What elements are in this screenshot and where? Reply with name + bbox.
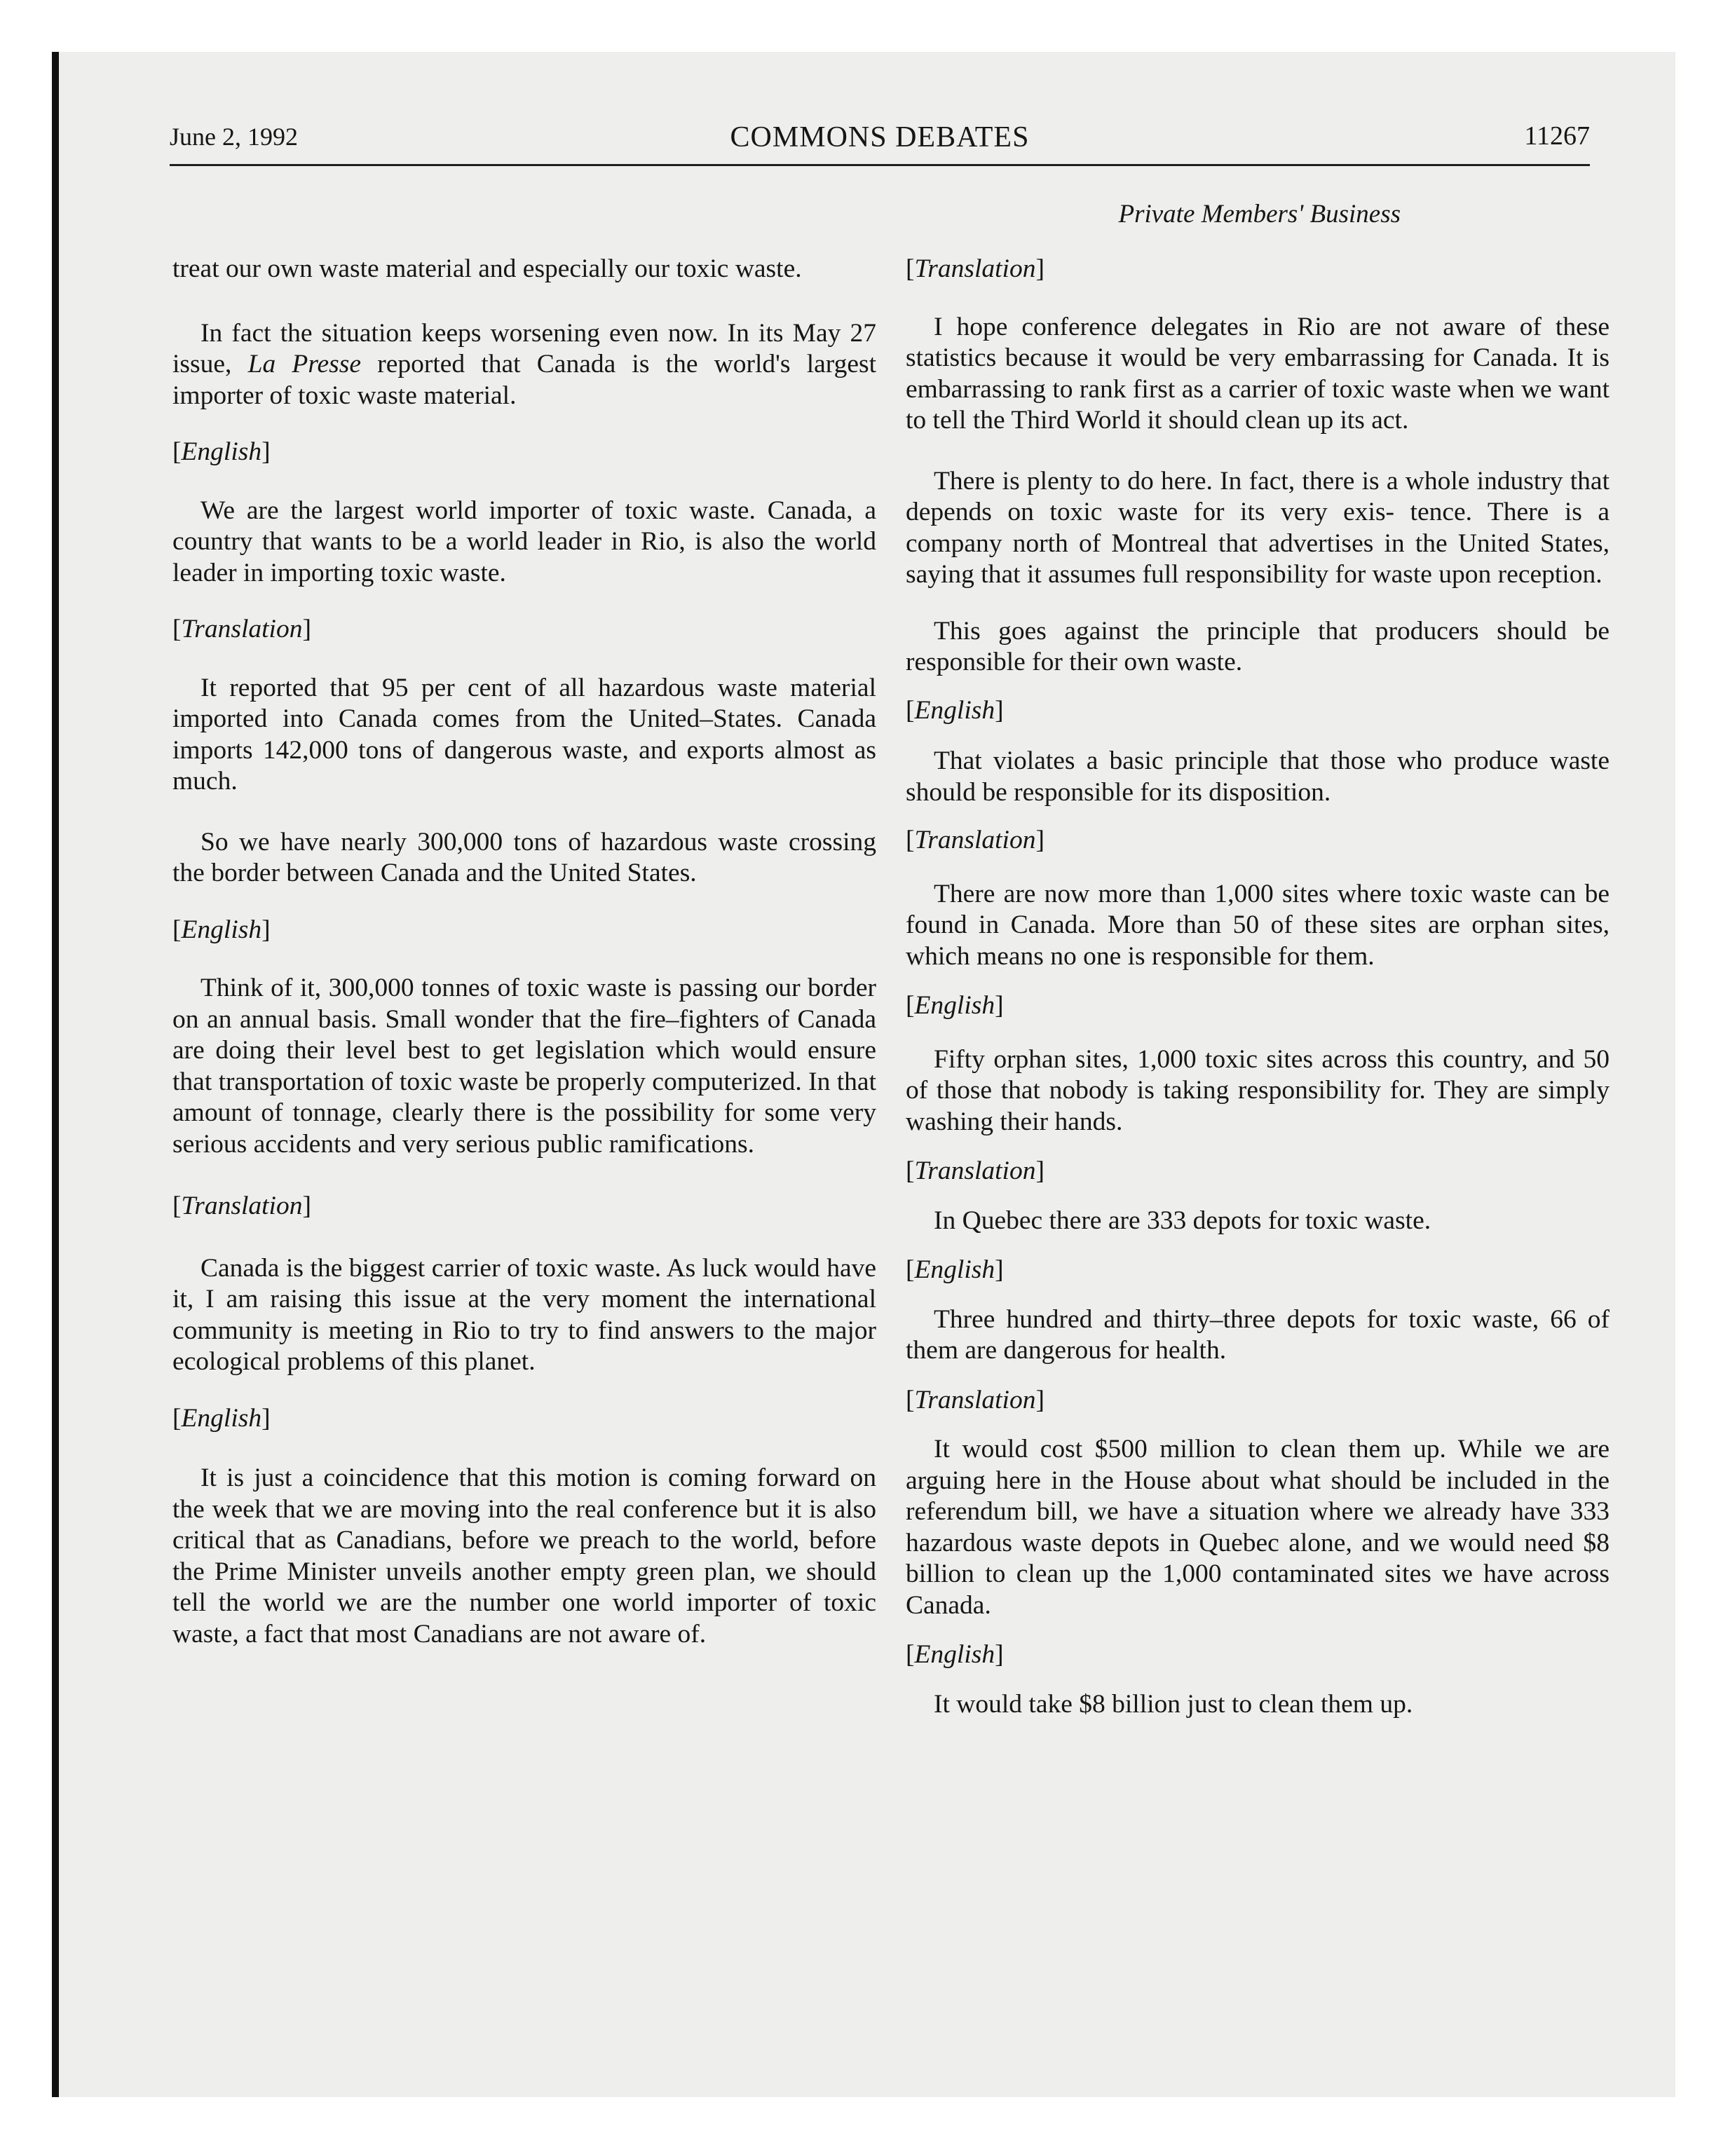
paragraph: That violates a basic principle that those who produce waste should be responsible for its disposition. <box>906 746 1610 807</box>
language-tag: [English] <box>172 915 271 944</box>
page-number: 11267 <box>1524 121 1590 151</box>
language-tag: [English] <box>172 437 271 466</box>
paragraph: It would cost $500 million to clean them up. While we are arguing here in the House about what should be included in the referendum bill, we have a situation where we already have 333 hazardous waste depots in Quebec alone, and we would need $8 billion to clean up the 1,000 contaminated sites we have across Canada. <box>906 1435 1610 1620</box>
paragraph: We are the largest world importer of toxic waste. Canada, a country that wants to be a world leader in Rio, is also the world leader in importing toxic waste. <box>172 496 876 587</box>
left-column <box>172 254 876 1650</box>
language-tag: [Translation] <box>906 1385 1045 1414</box>
paragraph: In fact the situation keeps worsening even now. In its May 27 issue, La Presse reported that Canada is the world's largest importer of toxic waste material. <box>172 318 876 410</box>
paragraph: This goes against the principle that producers should be responsible for their own waste. <box>906 616 1610 676</box>
paragraph: Think of it, 300,000 tonnes of toxic waste is passing our border on an annual basis. Small wonder that the fire–fighters of Canada are doing their level best to get legislation which would ensure that transportation of toxic waste be properly computerized. In that amount of tonnage, clearly there is the possibility for some very serious accidents and very serious public ramifications. <box>172 974 876 1159</box>
language-tag: [Translation] <box>906 1157 1045 1185</box>
language-tag: [English] <box>906 1640 1004 1669</box>
page-binding-edge <box>52 52 59 2097</box>
paragraph: There is plenty to do here. In fact, there is a whole industry that depends on toxic waste for its very exis- tence. There is a company north of Montreal that advertises in the United States, saying that it assumes full responsibility for waste upon reception. <box>906 466 1610 589</box>
language-tag: [Translation] <box>906 826 1045 854</box>
right-column <box>906 254 1610 1720</box>
language-tag: [English] <box>906 991 1004 1020</box>
paragraph: Fifty orphan sites, 1,000 toxic sites across this country, and 50 of those that nobody is taking responsibility for. They are simply washing their hands. <box>906 1044 1610 1136</box>
paragraph: In Quebec there are 333 depots for toxic waste. <box>934 1206 1431 1235</box>
page-header <box>170 121 1590 160</box>
language-tag: [Translation] <box>172 615 311 643</box>
language-tag: [Translation] <box>906 254 1045 283</box>
language-tag: [English] <box>172 1403 271 1433</box>
paragraph: treat our own waste material and especially our toxic waste. <box>172 254 802 283</box>
header-rule <box>170 164 1590 166</box>
header-date: June 2, 1992 <box>170 123 298 151</box>
paragraph: It would take $8 billion just to clean them up. <box>934 1689 1413 1719</box>
paragraph: So we have nearly 300,000 tons of hazardous waste crossing the border between Canada and the United States. <box>172 827 876 887</box>
paragraph: Canada is the biggest carrier of toxic waste. As luck would have it, I am raising this issue at the very moment the international community is meeting in Rio to try to find answers to the major ecological problems of this planet. <box>172 1253 876 1376</box>
paragraph: There are now more than 1,000 sites where toxic waste can be found in Canada. More than 50 of these sites are orphan sites, which means no one is responsible for them. <box>906 879 1610 971</box>
language-tag: [English] <box>906 695 1004 725</box>
paragraph: It reported that 95 per cent of all hazardous waste material imported into Canada comes from the United–States. Canada imports 142,000 tons of dangerous waste, and exports almost as much. <box>172 673 876 796</box>
running-head: Private Members' Business <box>1118 200 1401 228</box>
paragraph: I hope conference delegates in Rio are not aware of these statistics because it would be very embarrassing for Canada. It is embarrassing to rank first as a carrier of toxic waste when we want to tell the Third World it should clean up its act. <box>906 312 1610 435</box>
paragraph: It is just a coincidence that this motion is coming forward on the week that we are moving into the real conference but it is also critical that as Canadians, before we preach to the world, before the Prime Minister unveils another empty green plan, we should tell the world we are the number one world importer of toxic waste, a fact that most Canadians are not aware of. <box>172 1464 876 1649</box>
language-tag: [Translation] <box>172 1192 311 1220</box>
header-title: COMMONS DEBATES <box>730 121 1030 153</box>
newspaper-name: La Presse <box>247 350 361 378</box>
language-tag: [English] <box>906 1255 1004 1284</box>
paragraph: Three hundred and thirty–three depots for toxic waste, 66 of them are dangerous for health. <box>906 1304 1610 1365</box>
